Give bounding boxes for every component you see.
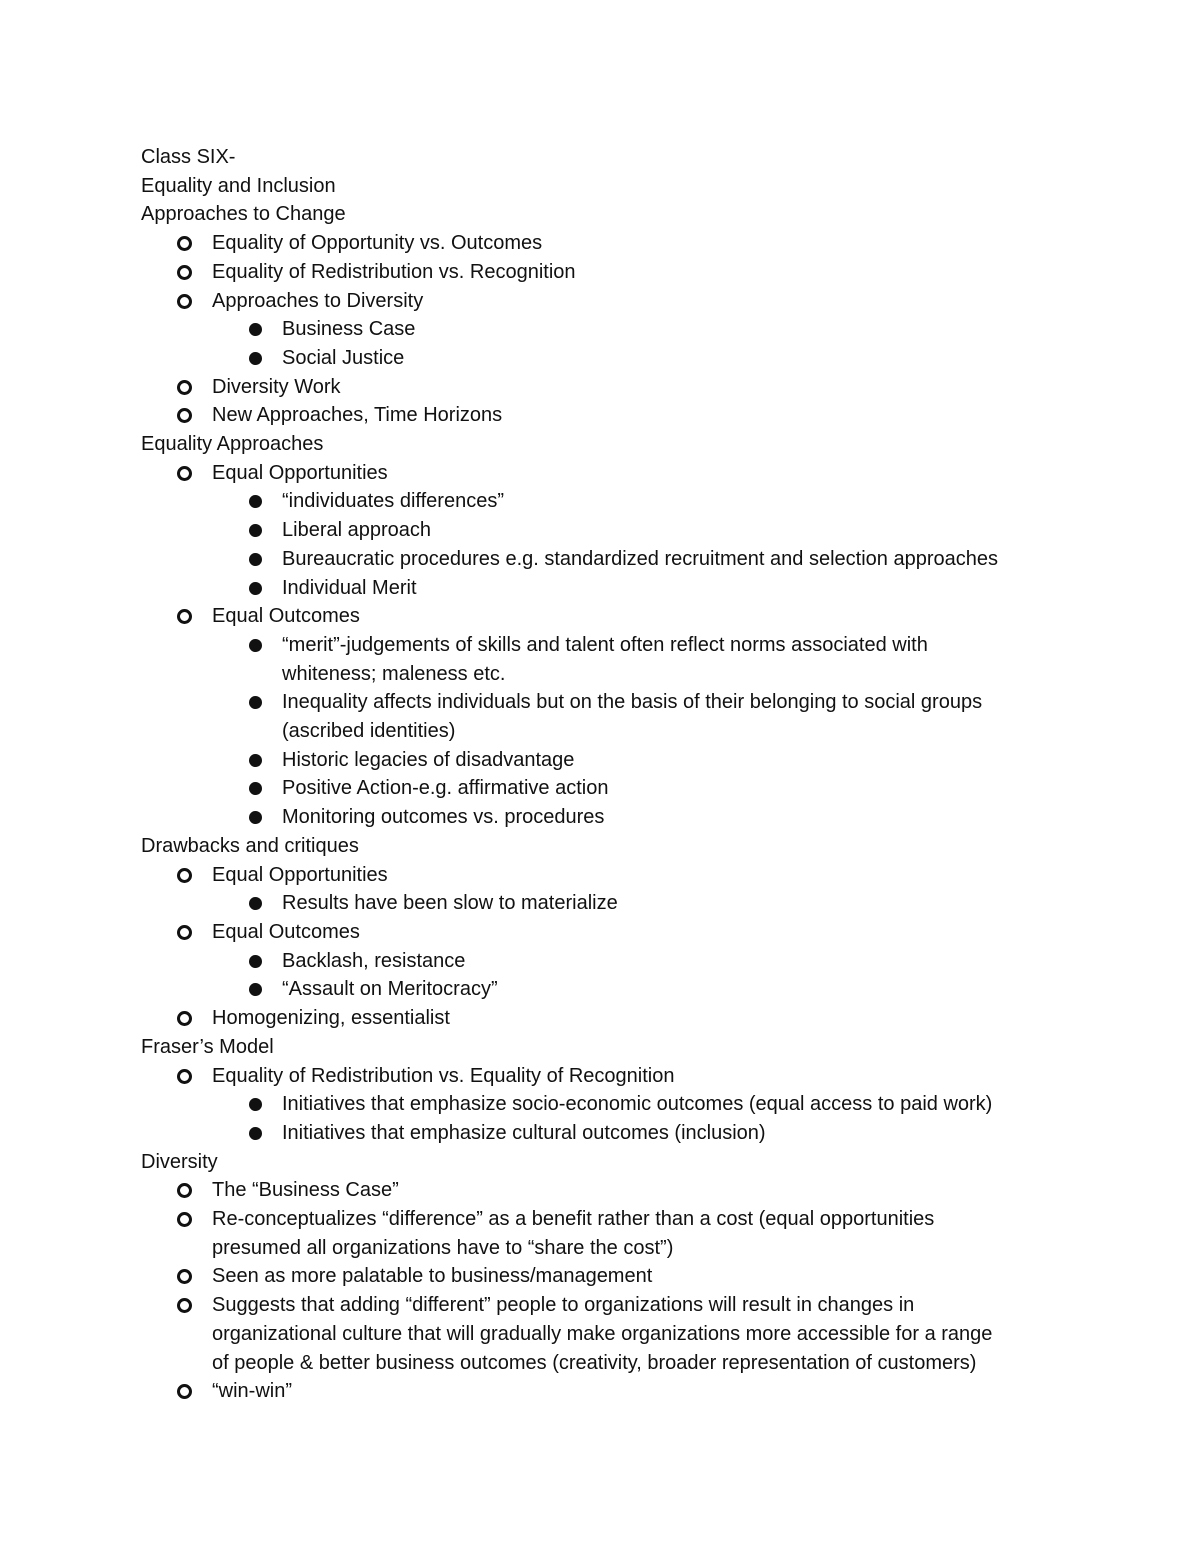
- outline-item: [141, 1205, 1101, 1262]
- outline-item: [141, 229, 1101, 258]
- outline-item: [141, 373, 1101, 402]
- outline-text: Results have been slow to materialize: [282, 892, 618, 915]
- hollow-circle-bullet-icon: [177, 868, 192, 883]
- outline: [141, 143, 1101, 1406]
- hollow-circle-bullet-icon: [177, 265, 192, 280]
- outline-text: Class SIX-: [141, 146, 236, 168]
- outline-text: Initiatives that emphasize socio-economic outcomes (equal access to paid work): [282, 1093, 993, 1116]
- outline-text: Equality Approaches: [141, 433, 324, 456]
- outline-text: Equal Opportunities: [212, 461, 388, 484]
- outline-text: Equal Outcomes: [212, 605, 360, 628]
- filled-circle-bullet-icon: [249, 582, 262, 595]
- outline-text: Diversity Work: [212, 375, 341, 398]
- outline-text: Equality of Redistribution vs. Equality of Recognition: [212, 1064, 675, 1087]
- filled-circle-bullet-icon: [249, 696, 262, 709]
- hollow-circle-bullet-icon: [177, 236, 192, 251]
- outline-subitem: [141, 574, 1101, 603]
- outline-text: Seen as more palatable to business/management: [212, 1265, 653, 1288]
- outline-text: Bureaucratic procedures e.g. standardized recruitment and selection approaches: [282, 547, 998, 570]
- outline-text: Business Case: [282, 318, 416, 341]
- outline-text: “individuates differences”: [282, 490, 504, 513]
- outline-text: Historic legacies of disadvantage: [282, 748, 575, 771]
- outline-subitem: [141, 1119, 1101, 1148]
- outline-subitem: [141, 487, 1101, 516]
- outline-text: “Assault on Meritocracy”: [282, 978, 498, 1001]
- outline-subitem: [141, 315, 1101, 344]
- outline-text: Positive Action-e.g. affirmative action: [282, 777, 609, 800]
- outline-text: presumed all organizations have to “share the cost”): [212, 1236, 674, 1259]
- outline-text: Inequality affects individuals but on the basis of their belonging to social groups: [282, 691, 983, 714]
- hollow-circle-bullet-icon: [177, 1298, 192, 1313]
- outline-text: Backlash, resistance: [282, 949, 466, 972]
- filled-circle-bullet-icon: [249, 754, 262, 767]
- outline-text: Individual Merit: [282, 576, 417, 599]
- outline-text: “win-win”: [212, 1380, 292, 1403]
- outline-text: Monitoring outcomes vs. procedures: [282, 806, 605, 829]
- section-heading: [141, 832, 1101, 861]
- outline-subitem: [141, 774, 1101, 803]
- outline-subitem: [141, 803, 1101, 832]
- outline-text: Equal Opportunities: [212, 863, 388, 886]
- filled-circle-bullet-icon: [249, 323, 262, 336]
- outline-subitem: [141, 344, 1101, 373]
- hollow-circle-bullet-icon: [177, 925, 192, 940]
- filled-circle-bullet-icon: [249, 897, 262, 910]
- outline-item: [141, 287, 1101, 316]
- outline-text: New Approaches, Time Horizons: [212, 404, 503, 427]
- hollow-circle-bullet-icon: [177, 380, 192, 395]
- section-heading: [141, 143, 1101, 172]
- outline-subitem: [141, 545, 1101, 574]
- outline-text: The “Business Case”: [212, 1179, 399, 1202]
- filled-circle-bullet-icon: [249, 782, 262, 795]
- filled-circle-bullet-icon: [249, 495, 262, 508]
- filled-circle-bullet-icon: [249, 1098, 262, 1111]
- outline-item: [141, 1262, 1101, 1291]
- filled-circle-bullet-icon: [249, 955, 262, 968]
- section-heading: [141, 430, 1101, 459]
- outline-item: [141, 459, 1101, 488]
- outline-subitem: [141, 975, 1101, 1004]
- outline-item: [141, 1062, 1101, 1091]
- section-heading: [141, 172, 1101, 201]
- outline-text: Equality of Redistribution vs. Recognition: [212, 260, 576, 283]
- filled-circle-bullet-icon: [249, 352, 262, 365]
- outline-item: [141, 1004, 1101, 1033]
- outline-item: [141, 258, 1101, 287]
- outline-text: Social Justice: [282, 346, 405, 369]
- outline-subitem: [141, 631, 1101, 688]
- section-heading: [141, 1033, 1101, 1062]
- outline-text: Fraser’s Model: [141, 1035, 274, 1058]
- section-heading: [141, 1148, 1101, 1177]
- outline-subitem: [141, 947, 1101, 976]
- outline-text: Equality and Inclusion: [141, 174, 336, 197]
- outline-text: organizational culture that will gradually make organizations more accessible for a range: [212, 1322, 993, 1345]
- outline-text: of people & better business outcomes (creativity, broader representation of customers): [212, 1351, 977, 1374]
- outline-text: Liberal approach: [282, 519, 431, 542]
- outline-text: Drawbacks and critiques: [141, 834, 359, 857]
- hollow-circle-bullet-icon: [177, 1069, 192, 1084]
- hollow-circle-bullet-icon: [177, 1212, 192, 1227]
- filled-circle-bullet-icon: [249, 639, 262, 652]
- filled-circle-bullet-icon: [249, 811, 262, 824]
- outline-subitem: [141, 1090, 1101, 1119]
- outline-item: [141, 1377, 1101, 1406]
- hollow-circle-bullet-icon: [177, 1384, 192, 1399]
- section-heading: [141, 200, 1101, 229]
- outline-subitem: [141, 889, 1101, 918]
- filled-circle-bullet-icon: [249, 983, 262, 996]
- outline-text: whiteness; maleness etc.: [282, 662, 506, 685]
- outline-text: Diversity: [141, 1150, 218, 1173]
- outline-text: Re-conceptualizes “difference” as a benefit rather than a cost (equal opportunities: [212, 1208, 935, 1231]
- outline-text: Homogenizing, essentialist: [212, 1007, 450, 1030]
- filled-circle-bullet-icon: [249, 553, 262, 566]
- outline-text: Approaches to Change: [141, 203, 346, 226]
- outline-item: [141, 1176, 1101, 1205]
- hollow-circle-bullet-icon: [177, 1269, 192, 1284]
- hollow-circle-bullet-icon: [177, 609, 192, 624]
- outline-text: Approaches to Diversity: [212, 289, 424, 312]
- outline-item: [141, 401, 1101, 430]
- outline-item: [141, 918, 1101, 947]
- outline-text: “merit”-judgements of skills and talent often reflect norms associated with: [282, 633, 928, 656]
- outline-text: Suggests that adding “different” people to organizations will result in changes in: [212, 1294, 915, 1317]
- hollow-circle-bullet-icon: [177, 294, 192, 309]
- hollow-circle-bullet-icon: [177, 1183, 192, 1198]
- hollow-circle-bullet-icon: [177, 466, 192, 481]
- hollow-circle-bullet-icon: [177, 408, 192, 423]
- outline-subitem: [141, 516, 1101, 545]
- outline-text: Equality of Opportunity vs. Outcomes: [212, 232, 543, 255]
- outline-text: Initiatives that emphasize cultural outcomes (inclusion): [282, 1121, 766, 1144]
- hollow-circle-bullet-icon: [177, 1011, 192, 1026]
- filled-circle-bullet-icon: [249, 524, 262, 537]
- outline-item: [141, 1291, 1101, 1377]
- outline-text: (ascribed identities): [282, 720, 456, 743]
- outline-item: [141, 861, 1101, 890]
- outline-text: Equal Outcomes: [212, 920, 360, 943]
- filled-circle-bullet-icon: [249, 1127, 262, 1140]
- outline-subitem: [141, 746, 1101, 775]
- outline-subitem: [141, 688, 1101, 745]
- outline-item: [141, 602, 1101, 631]
